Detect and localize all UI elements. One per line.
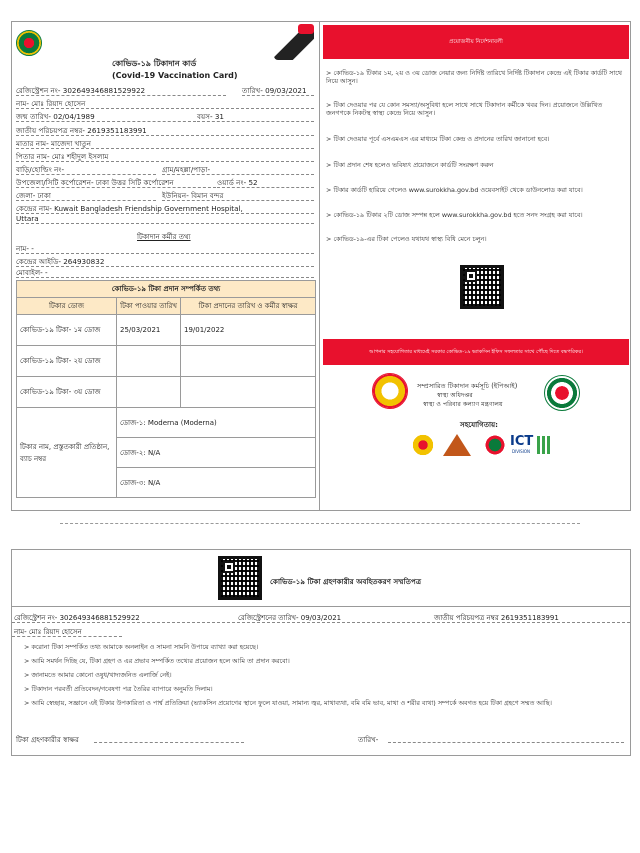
vaccination-table: [16, 280, 316, 498]
dose1-date: 25/03/2021: [117, 315, 181, 346]
center-id: কেন্দ্রের আইডি- 264930832: [16, 257, 314, 267]
epi-line1: সম্প্রসারিত টিকাদান কর্মসূচি (ইপিআই): [417, 382, 518, 390]
card-title-bn: কোভিড-১৯ টিকাদান কার্ড: [112, 59, 197, 68]
consent-registration: রেজিস্ট্রেশন নং- 302649346881529922: [14, 614, 140, 622]
a2i-logo-icon: [412, 434, 434, 456]
card-right-panel: [320, 22, 631, 510]
table-heading: কোভিড-১৯ টিকা প্রদান সম্পর্কিত তথ্য: [17, 281, 316, 298]
vaccine-dose1: ডোজ-১: Moderna (Moderna): [117, 408, 316, 438]
epi-line2: স্বাস্থ্য অধিদপ্তর: [437, 392, 473, 399]
consent-item: > আমি সমর্থন দিচ্ছি যে, টিকা গ্রহণ ও এর প্রভাব সম্পর্কিত তথ্যের প্রয়োজন হলে আমি তা প্রদান করবো।: [24, 657, 290, 665]
consent-item: > আমি স্বেচ্ছায়, সজ্ঞানে এই টিকার উপকারিতা ও পার্শ্ব প্রতিক্রিয়া (ভ্যাকসিন প্রয়োগের স্থানে ফুলে যাওয়া, সামান্য জ্বর, মাথাব্যথা, বমি বমি ভাব, মাথা ও শরীর ব্যথা) সম্পর্কে অবগত হয়ে টিকা গ্রহণে সম্মত আছি।: [24, 699, 552, 707]
instruction-item: > টিকার কার্ডটি হারিয়ে গেলেও www.surokkha.gov.bd ওয়েবসাইট থেকে ডাউনলোড করা যাবে।: [326, 186, 583, 194]
vaccine-dose3: ডোজ-৩: N/A: [117, 468, 316, 498]
qr-code-icon: [460, 265, 504, 309]
red-note: আপনার সহযোগিতার মাধ্যমেই সরকার কোভিড-১৯ ভ্যাকসিন ইফিস সফলতার সাথে পৌঁছে দিতে বদ্ধপরিকর।: [323, 339, 629, 365]
registration-date: তারিখ- 09/03/2021: [242, 86, 314, 96]
holder-name: নাম- মোঃ রিয়াদ হোসেন: [16, 99, 314, 109]
table-row: [17, 377, 316, 408]
table-header-row: [17, 298, 316, 315]
table-row: [17, 346, 316, 377]
signature-label: টিকা গ্রহণকারীর স্বাক্ষর: [16, 736, 79, 744]
col-next: টিকা প্রদানের তারিখ ও কর্মীর স্বাক্ষর: [181, 298, 316, 315]
instructions-header: প্রয়োজনীয় নির্দেশনাবলী: [323, 25, 629, 59]
instruction-item: > কোভিড-১৯ টিকার ২টি ডোজ সম্পন্ন হলে www.surokkha.gov.bd হতে সনদ সংগ্রহ করা যাবে।: [326, 211, 583, 219]
nid-number: জাতীয় পরিচয়পত্র নম্বর- 2619351183991: [16, 126, 314, 136]
ward-number: ওয়ার্ড নং- 52: [217, 178, 314, 188]
worker-info-heading: টিকাদান কর্মীর তথ্য: [137, 233, 191, 241]
epi-line3: স্বাস্থ্য ও পরিবার কল্যাণ মন্ত্রণালয়: [423, 401, 503, 408]
union: ইউনিয়ন- বিমান বন্দর: [162, 191, 314, 201]
house-number: বাড়ি/হোল্ডিং নং-: [16, 165, 156, 175]
dose1-next: 19/01/2022: [181, 315, 316, 346]
ict-graph-icon: [537, 436, 551, 454]
ict-sub: DIVISION: [512, 449, 531, 454]
mother-name: মাতার নাম- মাজেদা খাতুন: [16, 139, 314, 149]
table-row: [17, 408, 316, 438]
signature-date: তারিখ-: [358, 736, 379, 744]
instruction-item: > টিকা দেওয়ার পর যে কোন সমস্যা/অসুবিধা হলে সাথে সাথে টিকাদান কর্মীকে খবর দিন। প্রয়োজনে উল্লিখিত জনগণকে নিকটস্থ স্বাস্থ্য কেন্দ্রে নিয়ে আসুন।: [326, 101, 603, 118]
dose1-label: কোভিড-১৯ টিকা- ১ম ডোজ: [17, 315, 117, 346]
moh-logo-icon: [484, 434, 506, 456]
consent-form: [11, 549, 631, 756]
instruction-item: > টিকা প্রদান শেষ হলেও ভবিষ্যৎ প্রয়োজনে কার্ডটি সংরক্ষণ করুন: [326, 161, 494, 169]
dose3-label: কোভিড-১৯ টিকা- ৩য় ডোজ: [17, 377, 117, 408]
instruction-item: > কোভিড-১৯ টিকার ১ম, ২য় ও ৩য় ডোজ নেয়ার জন্য নির্দিষ্ট তারিখে নির্দিষ্ট টিকাদান কেন্দ্রে এই টিকার কার্ডটি সাথে নিয়ে আসুন।: [326, 69, 622, 86]
worker-name: নাম- -: [16, 244, 314, 254]
vaccination-card: [11, 21, 631, 511]
table-heading-row: [17, 281, 316, 298]
table-row: [17, 315, 316, 346]
vaccination-center-cont: Uttara: [16, 214, 314, 224]
district: জেলা- ঢাকা: [16, 191, 156, 201]
epi-logo-icon: [372, 373, 408, 409]
support-label: সহযোগিতায়:: [460, 421, 498, 429]
vaccination-center: কেন্দ্রের নাম- Kuwait Bangladesh Friendship Government Hospital,: [16, 204, 314, 214]
col-date: টিকা পাওয়ার তারিখ: [117, 298, 181, 315]
consent-title: কোভিড-১৯ টিকা গ্রহণকারীর অবহিতকরণ সম্মতিপত্র: [270, 577, 422, 586]
consent-reg-date: রেজিস্ট্রেশনের তারিখ- 09/03/2021: [238, 614, 342, 622]
mujib-badge-icon: [298, 24, 314, 34]
ict-logo: ICT: [510, 434, 534, 449]
father-name: পিতার নাম- মোঃ শহীদুল ইসলাম: [16, 152, 314, 162]
mobile-number: মোবাইল- -: [16, 268, 314, 278]
instruction-item: > কোভিড-১৯-এর টিকা পেলেও যথাযথ স্বাস্থ্য বিধি মেনে চলুন।: [326, 235, 487, 243]
village: গ্রাম/মহল্লা/পাড়া-: [162, 165, 314, 175]
dose2-label: কোভিড-১৯ টিকা- ২য় ডোজ: [17, 346, 117, 377]
age: বয়স- 31: [197, 112, 314, 122]
government-emblem-icon: [16, 30, 42, 56]
digital-bangladesh-icon: [443, 434, 471, 456]
upazila: উপজেলা/সিটি কর্পোরেশন- ঢাকা উত্তর সিটি কর্পোরেশন: [16, 178, 216, 188]
col-dose: টিকার ডোজ: [17, 298, 117, 315]
consent-item: > করোনা টিকা সম্পর্কিত তথ্য আমাকে অনলাইন ও সামনা সামনি উপায়ে ব্যাখ্যা করা হয়েছে।: [24, 643, 259, 651]
dghs-logo-icon: [544, 375, 580, 411]
date-of-birth: জন্ম তারিখ- 02/04/1989: [16, 112, 196, 122]
vaccine-name-label: টিকার নাম, প্রস্তুতকারী প্রতিষ্ঠান, ব্যাচ নম্বর: [17, 408, 117, 498]
registration-number: রেজিস্ট্রেশন নং- 302649346881529922: [16, 86, 226, 96]
consent-title-rule: [12, 606, 630, 607]
cut-line: [60, 523, 580, 524]
consent-item: > জানামতে আমার কোনো ওষুধ/খাদ্যজনিত এলার্জি নেই।: [24, 671, 172, 679]
signature-line: [94, 742, 244, 743]
vaccine-dose2: ডোজ-২: N/A: [117, 438, 316, 468]
instruction-item: > টিকা দেওয়ার পূর্বে এসএমএস এর মাধ্যমে টিকা কেন্দ্র ও প্রদানের তারিখ জানানো হবে।: [326, 135, 550, 143]
consent-name: নাম- মোঃ রিয়াদ হোসেন: [14, 628, 82, 636]
card-title-en: (Covid-19 Vaccination Card): [112, 71, 238, 80]
card-left-panel: [12, 22, 319, 510]
qr-code-icon: [218, 556, 262, 600]
consent-nid: জাতীয় পরিচয়পত্র নম্বর 2619351183991: [434, 614, 559, 622]
consent-item: > টিকাদান পরবর্তী প্রতিবেদন/গবেষণা পত্র তৈরির ব্যাপারে অনুমতি দিলাম।: [24, 685, 213, 693]
signature-date-line: [388, 742, 624, 743]
